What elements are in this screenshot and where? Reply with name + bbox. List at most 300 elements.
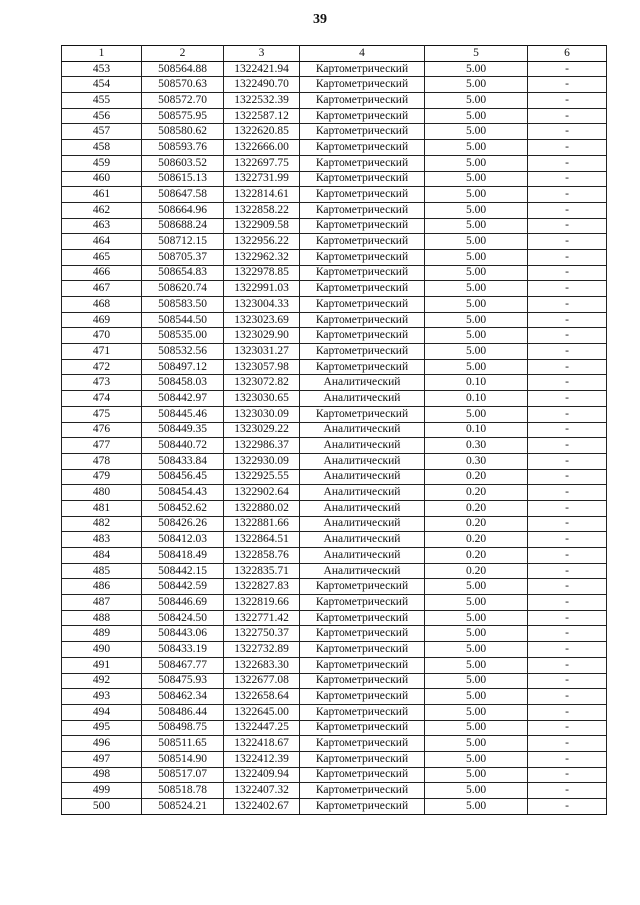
- accuracy-cell: 0.10: [425, 391, 528, 407]
- x-coordinate-cell: 508433.19: [142, 642, 224, 658]
- x-coordinate-cell: 508449.35: [142, 422, 224, 438]
- y-coordinate-cell: 1322902.64: [224, 485, 300, 501]
- method-cell: Аналитический: [300, 375, 425, 391]
- y-coordinate-cell: 1322532.39: [224, 93, 300, 109]
- note-cell: -: [528, 751, 607, 767]
- table-row: [62, 469, 607, 485]
- point-number-cell: 478: [62, 453, 142, 469]
- x-coordinate-cell: 508647.58: [142, 187, 224, 203]
- method-cell: Картометрический: [300, 767, 425, 783]
- table-row: [62, 704, 607, 720]
- accuracy-cell: 5.00: [425, 93, 528, 109]
- note-cell: -: [528, 265, 607, 281]
- point-number-cell: 462: [62, 202, 142, 218]
- note-cell: -: [528, 93, 607, 109]
- method-cell: Картометрический: [300, 344, 425, 360]
- note-cell: -: [528, 579, 607, 595]
- note-cell: -: [528, 469, 607, 485]
- table-row: [62, 124, 607, 140]
- accuracy-cell: 5.00: [425, 406, 528, 422]
- accuracy-cell: 5.00: [425, 704, 528, 720]
- point-number-cell: 492: [62, 673, 142, 689]
- accuracy-cell: 5.00: [425, 328, 528, 344]
- note-cell: -: [528, 736, 607, 752]
- point-number-cell: 469: [62, 312, 142, 328]
- table-row: [62, 673, 607, 689]
- table-row: [62, 657, 607, 673]
- note-cell: -: [528, 595, 607, 611]
- method-cell: Аналитический: [300, 438, 425, 454]
- accuracy-cell: 5.00: [425, 155, 528, 171]
- y-coordinate-cell: 1322683.30: [224, 657, 300, 673]
- method-cell: Аналитический: [300, 485, 425, 501]
- note-cell: -: [528, 187, 607, 203]
- method-cell: Картометрический: [300, 359, 425, 375]
- x-coordinate-cell: 508424.50: [142, 610, 224, 626]
- x-coordinate-cell: 508664.96: [142, 202, 224, 218]
- note-cell: -: [528, 328, 607, 344]
- x-coordinate-cell: 508412.03: [142, 532, 224, 548]
- y-coordinate-cell: 1322658.64: [224, 689, 300, 705]
- x-coordinate-cell: 508433.84: [142, 453, 224, 469]
- point-number-cell: 480: [62, 485, 142, 501]
- method-cell: Аналитический: [300, 453, 425, 469]
- table-row: [62, 516, 607, 532]
- table-row: [62, 140, 607, 156]
- method-cell: Картометрический: [300, 77, 425, 93]
- table-row: [62, 281, 607, 297]
- accuracy-cell: 5.00: [425, 673, 528, 689]
- y-coordinate-cell: 1322666.00: [224, 140, 300, 156]
- y-coordinate-cell: 1323030.65: [224, 391, 300, 407]
- accuracy-cell: 0.20: [425, 548, 528, 564]
- note-cell: -: [528, 171, 607, 187]
- point-number-cell: 454: [62, 77, 142, 93]
- table-row: [62, 406, 607, 422]
- table-row: [62, 610, 607, 626]
- x-coordinate-cell: 508580.62: [142, 124, 224, 140]
- y-coordinate-cell: 1322864.51: [224, 532, 300, 548]
- y-coordinate-cell: 1323023.69: [224, 312, 300, 328]
- y-coordinate-cell: 1322677.08: [224, 673, 300, 689]
- table-row: [62, 297, 607, 313]
- method-cell: Аналитический: [300, 532, 425, 548]
- note-cell: -: [528, 202, 607, 218]
- point-number-cell: 453: [62, 61, 142, 77]
- point-number-cell: 481: [62, 500, 142, 516]
- accuracy-cell: 0.20: [425, 469, 528, 485]
- point-number-cell: 465: [62, 249, 142, 265]
- note-cell: -: [528, 218, 607, 234]
- table-row: [62, 108, 607, 124]
- y-coordinate-cell: 1322409.94: [224, 767, 300, 783]
- y-coordinate-cell: 1322909.58: [224, 218, 300, 234]
- accuracy-cell: 5.00: [425, 736, 528, 752]
- table-row: [62, 736, 607, 752]
- point-number-cell: 499: [62, 783, 142, 799]
- note-cell: -: [528, 516, 607, 532]
- method-cell: Картометрический: [300, 783, 425, 799]
- table-row: [62, 375, 607, 391]
- y-coordinate-cell: 1322881.66: [224, 516, 300, 532]
- y-coordinate-cell: 1322587.12: [224, 108, 300, 124]
- table-row: [62, 626, 607, 642]
- method-cell: Картометрический: [300, 689, 425, 705]
- method-cell: Картометрический: [300, 579, 425, 595]
- table-row: [62, 312, 607, 328]
- x-coordinate-cell: 508442.15: [142, 563, 224, 579]
- note-cell: -: [528, 249, 607, 265]
- table-row: [62, 359, 607, 375]
- point-number-cell: 487: [62, 595, 142, 611]
- point-number-cell: 457: [62, 124, 142, 140]
- point-number-cell: 494: [62, 704, 142, 720]
- table-row: [62, 532, 607, 548]
- x-coordinate-cell: 508511.65: [142, 736, 224, 752]
- table-row: [62, 799, 607, 815]
- point-number-cell: 477: [62, 438, 142, 454]
- y-coordinate-cell: 1323029.90: [224, 328, 300, 344]
- y-coordinate-cell: 1323072.82: [224, 375, 300, 391]
- x-coordinate-cell: 508705.37: [142, 249, 224, 265]
- accuracy-cell: 5.00: [425, 265, 528, 281]
- x-coordinate-cell: 508486.44: [142, 704, 224, 720]
- x-coordinate-cell: 508458.03: [142, 375, 224, 391]
- note-cell: -: [528, 155, 607, 171]
- y-coordinate-cell: 1322620.85: [224, 124, 300, 140]
- header-cell-1: 1: [62, 46, 142, 62]
- accuracy-cell: 5.00: [425, 61, 528, 77]
- accuracy-cell: 5.00: [425, 689, 528, 705]
- table-row: [62, 93, 607, 109]
- y-coordinate-cell: 1323029.22: [224, 422, 300, 438]
- point-number-cell: 498: [62, 767, 142, 783]
- y-coordinate-cell: 1322412.39: [224, 751, 300, 767]
- accuracy-cell: 5.00: [425, 344, 528, 360]
- point-number-cell: 500: [62, 799, 142, 815]
- y-coordinate-cell: 1322827.83: [224, 579, 300, 595]
- x-coordinate-cell: 508603.52: [142, 155, 224, 171]
- point-number-cell: 482: [62, 516, 142, 532]
- y-coordinate-cell: 1322986.37: [224, 438, 300, 454]
- table-row: [62, 783, 607, 799]
- x-coordinate-cell: 508475.93: [142, 673, 224, 689]
- accuracy-cell: 0.20: [425, 516, 528, 532]
- y-coordinate-cell: 1322402.67: [224, 799, 300, 815]
- table-row: [62, 77, 607, 93]
- accuracy-cell: 5.00: [425, 626, 528, 642]
- method-cell: Аналитический: [300, 391, 425, 407]
- table-row: [62, 720, 607, 736]
- accuracy-cell: 5.00: [425, 297, 528, 313]
- x-coordinate-cell: 508440.72: [142, 438, 224, 454]
- x-coordinate-cell: 508688.24: [142, 218, 224, 234]
- accuracy-cell: 5.00: [425, 359, 528, 375]
- note-cell: -: [528, 767, 607, 783]
- table-row: [62, 595, 607, 611]
- table-row: [62, 391, 607, 407]
- y-coordinate-cell: 1322814.61: [224, 187, 300, 203]
- x-coordinate-cell: 508620.74: [142, 281, 224, 297]
- point-number-cell: 479: [62, 469, 142, 485]
- x-coordinate-cell: 508452.62: [142, 500, 224, 516]
- method-cell: Картометрический: [300, 642, 425, 658]
- note-cell: -: [528, 61, 607, 77]
- x-coordinate-cell: 508570.63: [142, 77, 224, 93]
- y-coordinate-cell: 1322962.32: [224, 249, 300, 265]
- x-coordinate-cell: 508443.06: [142, 626, 224, 642]
- table-row: [62, 61, 607, 77]
- y-coordinate-cell: 1322771.42: [224, 610, 300, 626]
- y-coordinate-cell: 1322880.02: [224, 500, 300, 516]
- x-coordinate-cell: 508712.15: [142, 234, 224, 250]
- point-number-cell: 464: [62, 234, 142, 250]
- table-row: [62, 344, 607, 360]
- table-row: [62, 689, 607, 705]
- x-coordinate-cell: 508442.59: [142, 579, 224, 595]
- x-coordinate-cell: 508575.95: [142, 108, 224, 124]
- y-coordinate-cell: 1322421.94: [224, 61, 300, 77]
- note-cell: -: [528, 77, 607, 93]
- point-number-cell: 474: [62, 391, 142, 407]
- note-cell: -: [528, 642, 607, 658]
- method-cell: Аналитический: [300, 469, 425, 485]
- accuracy-cell: 5.00: [425, 218, 528, 234]
- point-number-cell: 475: [62, 406, 142, 422]
- point-number-cell: 458: [62, 140, 142, 156]
- table-row: [62, 438, 607, 454]
- note-cell: -: [528, 673, 607, 689]
- accuracy-cell: 0.20: [425, 485, 528, 501]
- point-number-cell: 476: [62, 422, 142, 438]
- note-cell: -: [528, 312, 607, 328]
- point-number-cell: 486: [62, 579, 142, 595]
- y-coordinate-cell: 1322697.75: [224, 155, 300, 171]
- table-row: [62, 579, 607, 595]
- method-cell: Картометрический: [300, 61, 425, 77]
- x-coordinate-cell: 508593.76: [142, 140, 224, 156]
- note-cell: -: [528, 626, 607, 642]
- point-number-cell: 483: [62, 532, 142, 548]
- table-row: [62, 422, 607, 438]
- note-cell: -: [528, 422, 607, 438]
- accuracy-cell: 0.20: [425, 532, 528, 548]
- accuracy-cell: 5.00: [425, 108, 528, 124]
- y-coordinate-cell: 1322835.71: [224, 563, 300, 579]
- x-coordinate-cell: 508462.34: [142, 689, 224, 705]
- point-number-cell: 468: [62, 297, 142, 313]
- accuracy-cell: 5.00: [425, 799, 528, 815]
- accuracy-cell: 5.00: [425, 595, 528, 611]
- accuracy-cell: 5.00: [425, 77, 528, 93]
- accuracy-cell: 0.30: [425, 453, 528, 469]
- point-number-cell: 461: [62, 187, 142, 203]
- note-cell: -: [528, 689, 607, 705]
- header-cell-4: 4: [300, 46, 425, 62]
- method-cell: Картометрический: [300, 124, 425, 140]
- method-cell: Картометрический: [300, 610, 425, 626]
- x-coordinate-cell: 508497.12: [142, 359, 224, 375]
- note-cell: -: [528, 704, 607, 720]
- accuracy-cell: 5.00: [425, 610, 528, 626]
- note-cell: -: [528, 297, 607, 313]
- note-cell: -: [528, 657, 607, 673]
- x-coordinate-cell: 508654.83: [142, 265, 224, 281]
- method-cell: Аналитический: [300, 500, 425, 516]
- x-coordinate-cell: 508446.69: [142, 595, 224, 611]
- accuracy-cell: 5.00: [425, 783, 528, 799]
- method-cell: Аналитический: [300, 563, 425, 579]
- method-cell: Картометрический: [300, 406, 425, 422]
- table-row: [62, 751, 607, 767]
- note-cell: -: [528, 720, 607, 736]
- note-cell: -: [528, 281, 607, 297]
- x-coordinate-cell: 508518.78: [142, 783, 224, 799]
- method-cell: Картометрический: [300, 140, 425, 156]
- point-number-cell: 456: [62, 108, 142, 124]
- accuracy-cell: 5.00: [425, 140, 528, 156]
- table-row: [62, 187, 607, 203]
- point-number-cell: 493: [62, 689, 142, 705]
- x-coordinate-cell: 508442.97: [142, 391, 224, 407]
- accuracy-cell: 5.00: [425, 187, 528, 203]
- header-cell-6: 6: [528, 46, 607, 62]
- method-cell: Картометрический: [300, 171, 425, 187]
- header-cell-3: 3: [224, 46, 300, 62]
- point-number-cell: 463: [62, 218, 142, 234]
- point-number-cell: 467: [62, 281, 142, 297]
- note-cell: -: [528, 563, 607, 579]
- accuracy-cell: 5.00: [425, 579, 528, 595]
- table-row: [62, 642, 607, 658]
- method-cell: Картометрический: [300, 673, 425, 689]
- point-number-cell: 496: [62, 736, 142, 752]
- y-coordinate-cell: 1322731.99: [224, 171, 300, 187]
- y-coordinate-cell: 1322750.37: [224, 626, 300, 642]
- method-cell: Картометрический: [300, 297, 425, 313]
- accuracy-cell: 0.30: [425, 438, 528, 454]
- y-coordinate-cell: 1322956.22: [224, 234, 300, 250]
- accuracy-cell: 5.00: [425, 751, 528, 767]
- note-cell: -: [528, 344, 607, 360]
- method-cell: Картометрический: [300, 281, 425, 297]
- table-row: [62, 328, 607, 344]
- method-cell: Картометрический: [300, 799, 425, 815]
- y-coordinate-cell: 1323030.09: [224, 406, 300, 422]
- note-cell: -: [528, 124, 607, 140]
- table-row: [62, 249, 607, 265]
- method-cell: Картометрический: [300, 704, 425, 720]
- accuracy-cell: 5.00: [425, 249, 528, 265]
- y-coordinate-cell: 1323031.27: [224, 344, 300, 360]
- accuracy-cell: 5.00: [425, 720, 528, 736]
- method-cell: Картометрический: [300, 155, 425, 171]
- point-number-cell: 455: [62, 93, 142, 109]
- point-number-cell: 472: [62, 359, 142, 375]
- y-coordinate-cell: 1322447.25: [224, 720, 300, 736]
- note-cell: -: [528, 783, 607, 799]
- x-coordinate-cell: 508535.00: [142, 328, 224, 344]
- header-row: [62, 46, 607, 62]
- point-number-cell: 473: [62, 375, 142, 391]
- page-number: 39: [313, 12, 327, 27]
- y-coordinate-cell: 1322930.09: [224, 453, 300, 469]
- point-number-cell: 495: [62, 720, 142, 736]
- table-row: [62, 155, 607, 171]
- method-cell: Картометрический: [300, 202, 425, 218]
- method-cell: Картометрический: [300, 595, 425, 611]
- note-cell: -: [528, 359, 607, 375]
- method-cell: Картометрический: [300, 249, 425, 265]
- note-cell: -: [528, 391, 607, 407]
- point-number-cell: 460: [62, 171, 142, 187]
- y-coordinate-cell: 1322407.32: [224, 783, 300, 799]
- note-cell: -: [528, 532, 607, 548]
- accuracy-cell: 5.00: [425, 234, 528, 250]
- accuracy-cell: 0.20: [425, 563, 528, 579]
- point-number-cell: 490: [62, 642, 142, 658]
- x-coordinate-cell: 508454.43: [142, 485, 224, 501]
- method-cell: Аналитический: [300, 422, 425, 438]
- point-number-cell: 489: [62, 626, 142, 642]
- point-number-cell: 485: [62, 563, 142, 579]
- table-row: [62, 202, 607, 218]
- y-coordinate-cell: 1322925.55: [224, 469, 300, 485]
- method-cell: Картометрический: [300, 218, 425, 234]
- x-coordinate-cell: 508544.50: [142, 312, 224, 328]
- table-row: [62, 767, 607, 783]
- accuracy-cell: 5.00: [425, 171, 528, 187]
- note-cell: -: [528, 234, 607, 250]
- y-coordinate-cell: 1322978.85: [224, 265, 300, 281]
- header-cell-2: 2: [142, 46, 224, 62]
- point-number-cell: 466: [62, 265, 142, 281]
- method-cell: Аналитический: [300, 548, 425, 564]
- method-cell: Аналитический: [300, 516, 425, 532]
- note-cell: -: [528, 500, 607, 516]
- table-row: [62, 500, 607, 516]
- note-cell: -: [528, 375, 607, 391]
- x-coordinate-cell: 508514.90: [142, 751, 224, 767]
- note-cell: -: [528, 485, 607, 501]
- point-number-cell: 459: [62, 155, 142, 171]
- note-cell: -: [528, 548, 607, 564]
- note-cell: -: [528, 406, 607, 422]
- accuracy-cell: 5.00: [425, 312, 528, 328]
- x-coordinate-cell: 508583.50: [142, 297, 224, 313]
- method-cell: Картометрический: [300, 657, 425, 673]
- method-cell: Картометрический: [300, 187, 425, 203]
- method-cell: Картометрический: [300, 751, 425, 767]
- method-cell: Картометрический: [300, 108, 425, 124]
- method-cell: Картометрический: [300, 328, 425, 344]
- y-coordinate-cell: 1323004.33: [224, 297, 300, 313]
- note-cell: -: [528, 438, 607, 454]
- y-coordinate-cell: 1322418.67: [224, 736, 300, 752]
- table-row: [62, 453, 607, 469]
- y-coordinate-cell: 1322858.22: [224, 202, 300, 218]
- point-number-cell: 471: [62, 344, 142, 360]
- x-coordinate-cell: 508532.56: [142, 344, 224, 360]
- accuracy-cell: 5.00: [425, 124, 528, 140]
- y-coordinate-cell: 1322819.66: [224, 595, 300, 611]
- y-coordinate-cell: 1322645.00: [224, 704, 300, 720]
- point-number-cell: 488: [62, 610, 142, 626]
- x-coordinate-cell: 508498.75: [142, 720, 224, 736]
- coordinates-table: [61, 45, 607, 815]
- table-row: [62, 218, 607, 234]
- x-coordinate-cell: 508467.77: [142, 657, 224, 673]
